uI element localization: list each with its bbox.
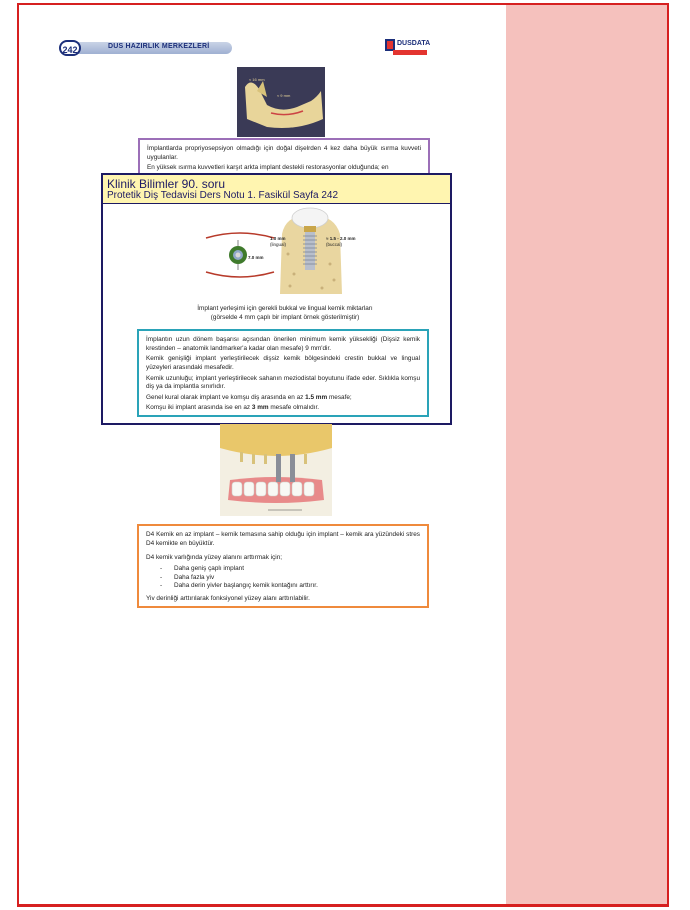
caption-line: (görselde 4 mm çaplı bir implant örnek gösterilmiştir) <box>210 313 360 321</box>
logo-text: DUSDATA <box>397 40 431 47</box>
list-item: - Daha derin yivler başlangıç kemik kontağını arttırır. <box>174 582 420 591</box>
overlay-subtitle: Protetik Diş Tedavisi Ders Notu 1. Fasikül Sayfa 242 <box>107 190 339 201</box>
lingual-value: 1.0 mm <box>270 236 286 241</box>
caption-line: İmplant yerleşimi için gerekli bukkal ve lingual kemik miktarları <box>197 305 373 312</box>
note-line: En yüksek ısırma kuvvetleri karşıt arkta implant destekli restorasyonlar olduğunda; en <box>147 164 389 172</box>
note-paragraph: Kemik genişliği implant yerleştirilecek dişsiz kemik bölgesindeki crestin bukkal ve lingual yüzeyleri arasındaki mesafedir. <box>146 355 420 371</box>
buccal-label: (buccal) <box>326 242 343 247</box>
d4-bone-note <box>137 524 429 608</box>
margin-panel <box>506 5 667 905</box>
method-list <box>146 565 420 591</box>
note-paragraph: Komşu iki implant arasında ise en az 3 mm mesafe olmalıdır. <box>146 404 319 412</box>
overlay-header <box>103 175 450 204</box>
bottom-border <box>17 904 669 907</box>
implant-spacing-image <box>220 424 332 516</box>
svg-text:≈ 9 mm: ≈ 9 mm <box>277 93 291 98</box>
page-number: 242 <box>59 40 81 56</box>
note-paragraph: Kemik uzunluğu; implant yerleştirilecek sahanın meziodistal boyutunu ifade eder. Sıklıkla komşu diş ya da implantla sınırlıdır. <box>146 374 420 391</box>
note-line: İmplantlarda propriyosepsiyon olmadığı için doğal dişelrden 4 kez daha büyük ısırma kuvveti uygulanlar. <box>147 145 421 161</box>
note-paragraph: Yiv derinliği arttırılarak fonksiyonel yüzey alanı arttırılabilir. <box>146 594 310 602</box>
mandible-image <box>237 67 325 137</box>
buccal-value: ≈ 1.5 - 2.0 mm <box>326 236 356 241</box>
logo-underline <box>393 50 427 55</box>
diameter-label: 7.0 mm <box>248 255 264 260</box>
distance-highlight: 1.5 mm <box>305 393 328 401</box>
list-item: - Daha geniş çaplı implant <box>174 565 420 574</box>
list-item: - Daha fazla yiv <box>174 574 420 583</box>
note-paragraph: İmplantın uzun dönem başarısı açısından önerilen minimum kemik yüksekliği (Dişsiz kemik krestinden – anatomik landmarker'a kadar olan mesafe) 9 mm'dir. <box>146 336 420 352</box>
question-reference-overlay <box>101 173 452 425</box>
note-paragraph: D4 Kemik en az implant – kemik temasına sahip olduğu için implant – kemik ara yüzündeki stres D4 kemikte en büyüktür. <box>146 531 420 547</box>
header-title: DUS HAZIRLIK MERKEZLERİ <box>108 43 210 50</box>
overlay-title: Klinik Bilimler 90. soru <box>107 177 226 191</box>
note-paragraph: D4 kemik varlığında yüzey alanını arttırmak için; <box>146 554 283 562</box>
svg-text:≈ 16 mm: ≈ 16 mm <box>249 77 265 82</box>
lingual-label: (lingual) <box>270 242 287 247</box>
publisher-logo <box>385 39 429 58</box>
note-paragraph: Genel kural olarak implant ve komşu diş arasında en az 1.5 mm mesafe; <box>146 393 352 401</box>
distance-highlight: 3 mm <box>251 404 269 412</box>
